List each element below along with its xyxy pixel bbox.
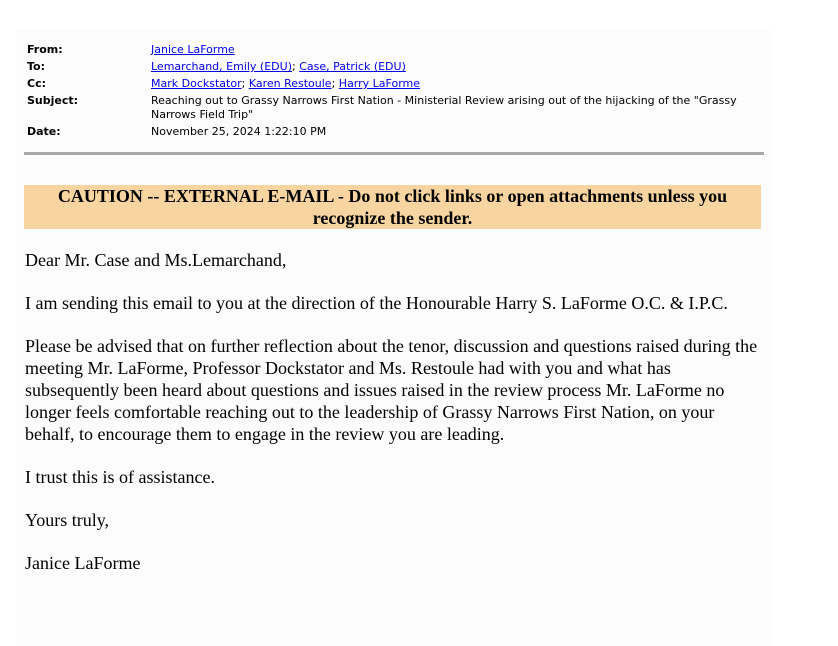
paragraph-1: I am sending this email to you at the direction of the Honourable Harry S. LaForme O.C. & I.P.C. bbox=[25, 293, 728, 313]
email-body bbox=[25, 249, 765, 595]
signature: Janice LaForme bbox=[25, 553, 141, 573]
from-link[interactable]: Janice LaForme bbox=[151, 43, 235, 56]
date-label: Date: bbox=[27, 125, 61, 138]
closing: Yours truly, bbox=[25, 510, 110, 530]
cc-row bbox=[27, 77, 767, 91]
cc-link-dockstator[interactable]: Mark Dockstator bbox=[151, 77, 242, 90]
subject-row bbox=[27, 94, 767, 122]
subject-text: Reaching out to Grassy Narrows First Nation - Ministerial Review arising out of the hijacking of the "Grassy Narrows Field Trip" bbox=[151, 94, 737, 121]
cc-separator: ; bbox=[241, 77, 246, 90]
to-label: To: bbox=[27, 60, 45, 73]
cc-link-laforme[interactable]: Harry LaForme bbox=[338, 77, 421, 90]
paragraph-3: I trust this is of assistance. bbox=[25, 467, 215, 487]
caution-banner: CAUTION -- EXTERNAL E-MAIL - Do not click links or open attachments unless you recognize the sender. bbox=[24, 185, 761, 229]
cc-label: Cc: bbox=[27, 77, 46, 90]
date-row bbox=[27, 125, 767, 139]
date-text: November 25, 2024 1:22:10 PM bbox=[151, 125, 327, 138]
header-divider bbox=[24, 152, 764, 155]
subject-label: Subject: bbox=[27, 94, 79, 107]
greeting: Dear Mr. Case and Ms.Lemarchand, bbox=[25, 250, 287, 270]
to-separator: ; bbox=[292, 60, 296, 73]
to-row bbox=[27, 60, 767, 74]
to-link-lemarchand[interactable]: Lemarchand, Emily (EDU) bbox=[151, 60, 292, 73]
cc-link-restoule[interactable]: Karen Restoule bbox=[248, 77, 332, 90]
paragraph-2: Please be advised that on further reflection about the tenor, discussion and questions raised during the meeting Mr. LaForme, Professor Dockstator and Ms. Restoule had with you and what has subsequently been heard about questions and issues raised in the review process Mr. LaForme no longer feels comfortable reaching out to the leadership of Grassy Narrows First Nation, on your behalf, to encourage them to engage in the review you are leading. bbox=[25, 336, 758, 444]
to-link-case[interactable]: Case, Patrick (EDU) bbox=[299, 60, 406, 73]
from-label: From: bbox=[27, 43, 63, 56]
cc-separator: ; bbox=[331, 77, 336, 90]
email-header bbox=[27, 43, 767, 142]
from-row bbox=[27, 43, 767, 57]
